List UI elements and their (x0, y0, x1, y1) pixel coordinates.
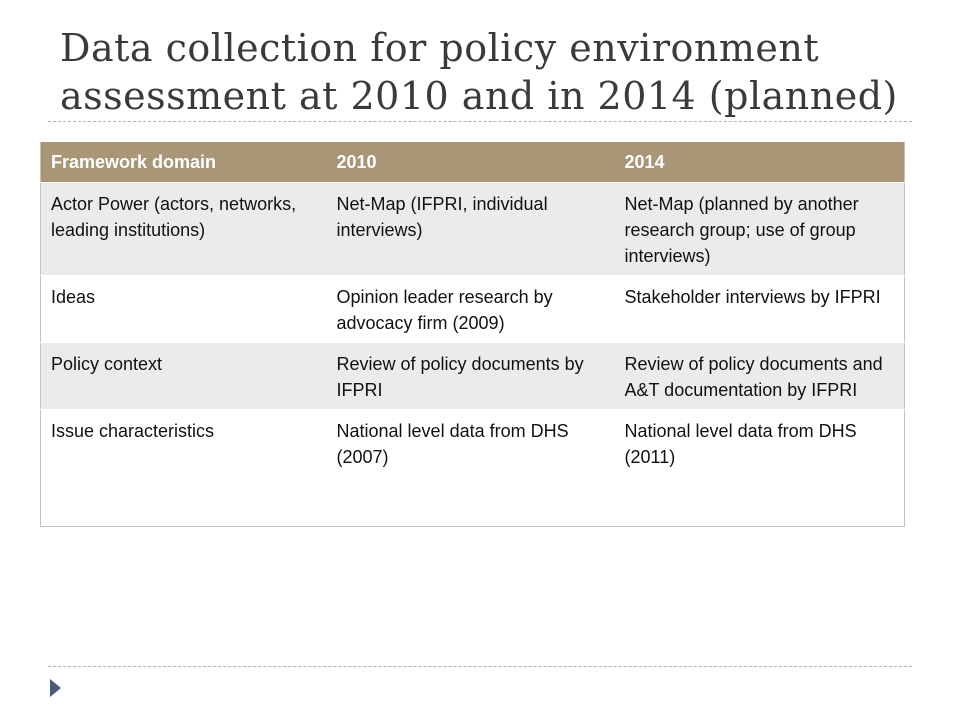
header-2010: 2010 (327, 142, 615, 183)
cell-2010: Review of policy documents by IFPRI (327, 343, 615, 410)
cell-domain: Policy context (41, 343, 327, 410)
cell-2014: Review of policy documents and A&T documentation by IFPRI (615, 343, 905, 410)
slide-title (60, 24, 950, 120)
framework-table (40, 142, 905, 527)
table-row (41, 276, 905, 343)
cell-2010: Net-Map (IFPRI, individual interviews) (327, 183, 615, 276)
triangle-bullet-icon (50, 679, 61, 697)
title-divider (48, 121, 912, 122)
table-row (41, 343, 905, 410)
cell-2010: Opinion leader research by advocacy firm (2009) (327, 276, 615, 343)
cell-2014: Net-Map (planned by another research group; use of group interviews) (615, 183, 905, 276)
slide-title-line-1: Data collection for policy environment (60, 26, 820, 70)
header-2014: 2014 (615, 142, 905, 183)
cell-2014: National level data from DHS (2011) (615, 410, 905, 527)
cell-domain: Issue characteristics (41, 410, 327, 527)
header-framework-domain: Framework domain (41, 142, 327, 183)
table-row (41, 183, 905, 276)
table-header-row (41, 142, 905, 183)
cell-2010: National level data from DHS (2007) (327, 410, 615, 527)
table-row (41, 410, 905, 527)
cell-2014: Stakeholder interviews by IFPRI (615, 276, 905, 343)
cell-domain: Actor Power (actors, networks, leading institutions) (41, 183, 327, 276)
footer-divider (48, 666, 912, 667)
cell-domain: Ideas (41, 276, 327, 343)
slide-title-line-2: assessment at 2010 and in 2014 (planned) (60, 74, 898, 118)
